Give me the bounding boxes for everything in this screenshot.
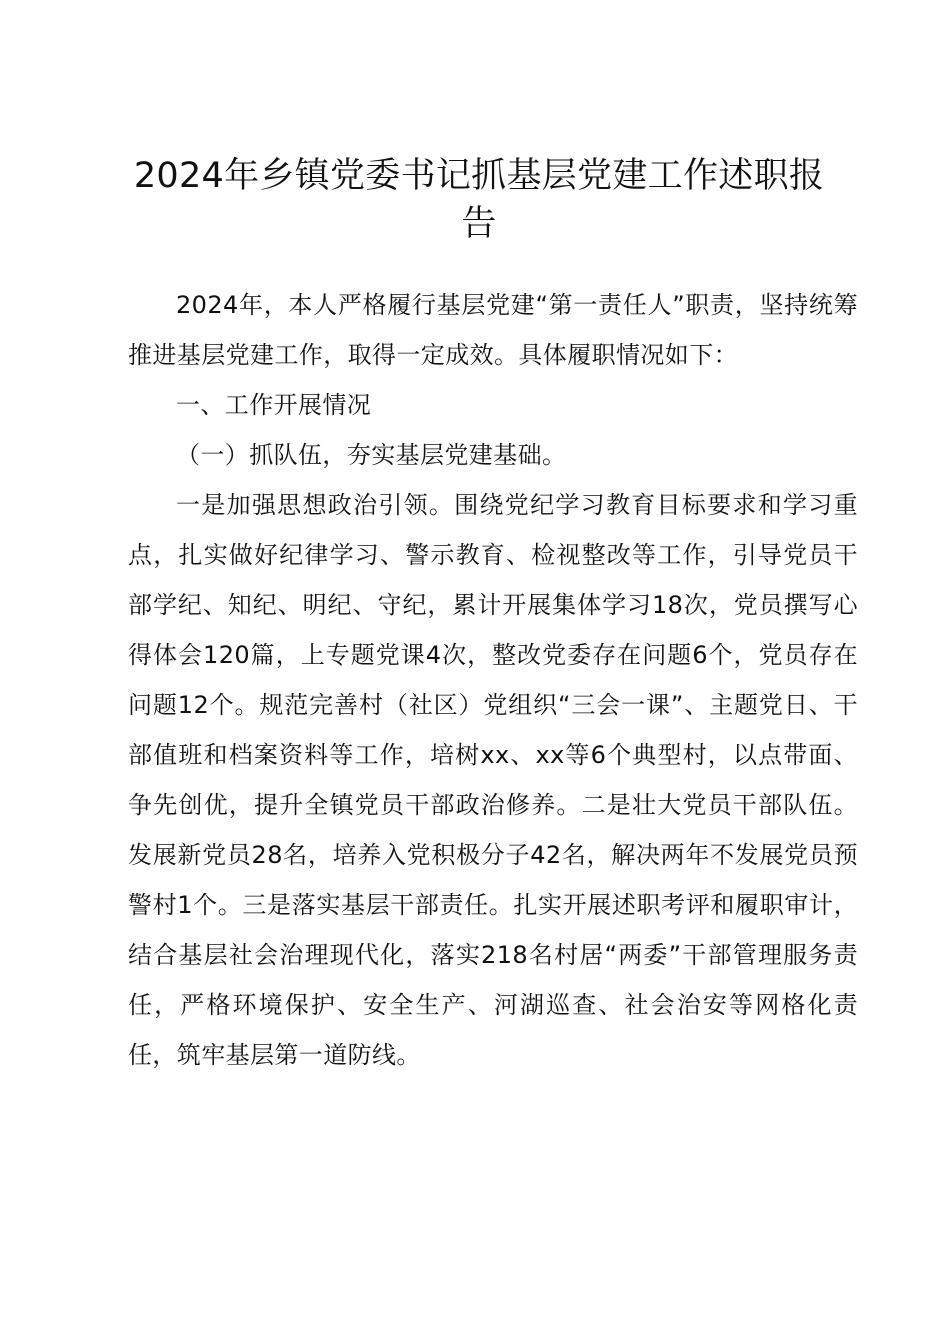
- body-paragraph: 一是加强思想政治引领。围绕党纪学习教育目标要求和学习重点，扎实做好纪律学习、警示教育、检视整改等工作，引导党员干部学纪、知纪、明纪、守纪，累计开展集体学习18次，党员撰写心得体会120篇，上专题党课4次，整改党委存在问题6个，党员存在问题12个。规范完善村（社区）党组织“三会一课”、主题党日、干部值班和档案资料等工作，培树xx、xx等6个典型村，以点带面、争先创优，提升全镇党员干部政治修养。二是壮大党员干部队伍。发展新党员28名，培养入党积极分子42名，解决两年不发展党员预警村1个。三是落实基层干部责任。扎实开展述职考评和履职审计，结合基层社会治理现代化，落实218名村居“两委”干部管理服务责任，严格环境保护、安全生产、河湖巡查、社会治安等网格化责任，筑牢基层第一道防线。: [128, 491, 858, 1069]
- section-heading: 一、工作开展情况: [176, 391, 372, 419]
- document-body: [128, 280, 858, 1080]
- document-title: 2024年乡镇党委书记抓基层党建工作述职报告: [133, 156, 825, 244]
- intro-paragraph: 2024年，本人严格履行基层党建“第一责任人”职责，坚持统筹推进基层党建工作，取得一定成效。具体履职情况如下：: [128, 291, 858, 369]
- subsection-heading: （一）抓队伍，夯实基层党建基础。: [176, 441, 567, 469]
